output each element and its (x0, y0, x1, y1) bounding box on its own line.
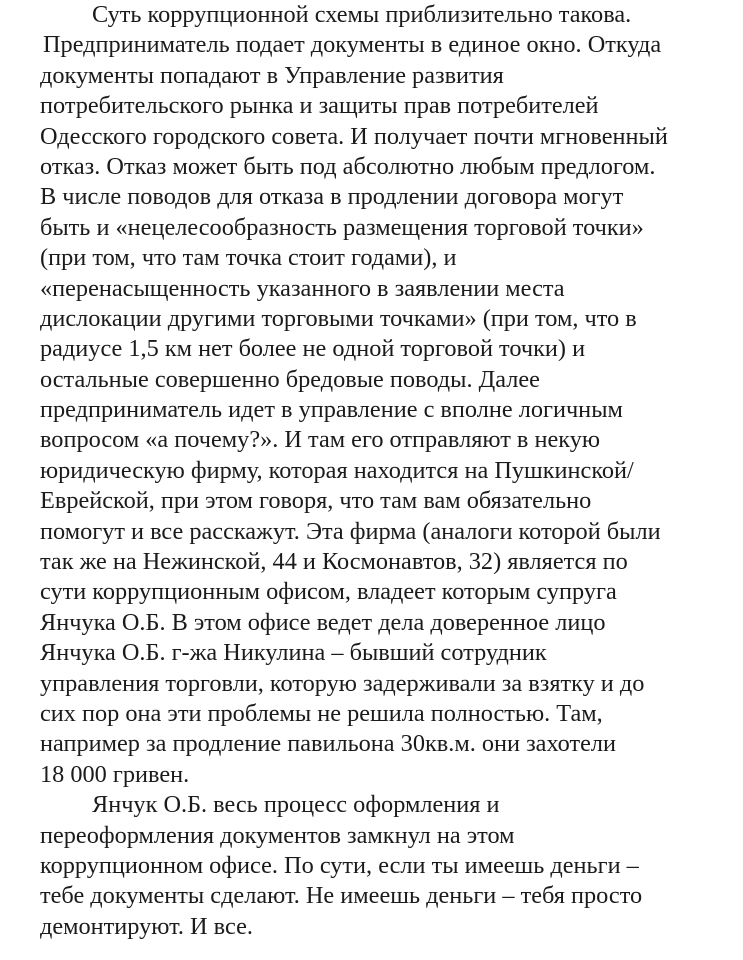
paragraph-2-line-15: юридическую фирму, которая находится на Пушкинской/ (40, 456, 634, 484)
paragraph-2-line-2: документы попадают в Управление развития (40, 61, 504, 89)
paragraph-2-line-3: потребительского рынка и защиты прав потребителей (40, 92, 599, 120)
paragraph-2-line-12: остальные совершенно бредовые поводы. Далее (40, 365, 540, 393)
paragraph-2-line-4: Одесского городского совета. И получает почти мгновенный (40, 122, 668, 150)
paragraph-2-line-23: сих пор она эти проблемы не решила полностью. Там, (40, 699, 603, 727)
paragraph-2-line-19: сути коррупционным офисом, владеет которым супруга (40, 578, 617, 606)
paragraph-2-line-1: Предприниматель подает документы в единое окно. Откуда (43, 31, 662, 59)
paragraph-2-line-9: «перенасыщенность указанного в заявлении места (40, 274, 565, 302)
paragraph-2-line-22: управления торговли, которую задерживали за взятку и до (40, 669, 645, 697)
paragraph-1-line-1: Суть коррупционной схемы приблизительно такова. (92, 1, 632, 28)
paragraph-2-line-16: Еврейской, при этом говоря, что там вам обязательно (40, 487, 592, 515)
paragraph-2-line-17: помогут и все расскажут. Эта фирма (аналоги которой были (40, 517, 661, 545)
paragraph-2-line-10: дислокации другими торговыми точками» (при том, что в (40, 304, 637, 332)
paragraph-2-line-21: Янчука О.Б. г-жа Никулина – бывший сотрудник (40, 639, 547, 667)
paragraph-2-line-18: так же на Нежинской, 44 и Космонавтов, 32) является по (40, 548, 628, 576)
paragraph-2-line-20: Янчука О.Б. В этом офисе ведет дела доверенное лицо (40, 608, 606, 636)
paragraph-2-line-25: 18 000 гривен. (40, 760, 190, 788)
document-text (40, 0, 730, 942)
paragraph-3-line-1: Янчук О.Б. весь процесс оформления и (92, 791, 500, 819)
paragraph-2-line-13: предприниматель идет в управление с вполне логичным (40, 396, 623, 424)
paragraph-2-line-11: радиусе 1,5 км нет более не одной торговой точки) и (40, 335, 586, 363)
paragraph-3-line-2: переоформления документов замкнул на этом (40, 821, 515, 849)
paragraph-2-line-14: вопросом «а почему?». И там его отправляют в некую (40, 426, 601, 454)
paragraph-2-line-5: отказ. Отказ может быть под абсолютно любым предлогом. (40, 152, 656, 180)
paragraph-2-line-6: В числе поводов для отказа в продлении договора могут (40, 183, 624, 211)
paragraph-3-line-5: демонтируют. И все. (40, 912, 253, 940)
paragraph-3-line-4: тебе документы сделают. Не имеешь деньги – тебя просто (40, 882, 643, 910)
paragraph-2-line-8: (при том, что там точка стоит годами), и (40, 244, 457, 272)
paragraph-2-line-24: например за продление павильона 30кв.м. они захотели (40, 730, 617, 758)
paragraph-2-line-7: быть и «нецелесообразность размещения торговой точки» (40, 213, 644, 241)
paragraph-3-line-3: коррупционном офисе. По сути, если ты имеешь деньги – (40, 851, 639, 879)
